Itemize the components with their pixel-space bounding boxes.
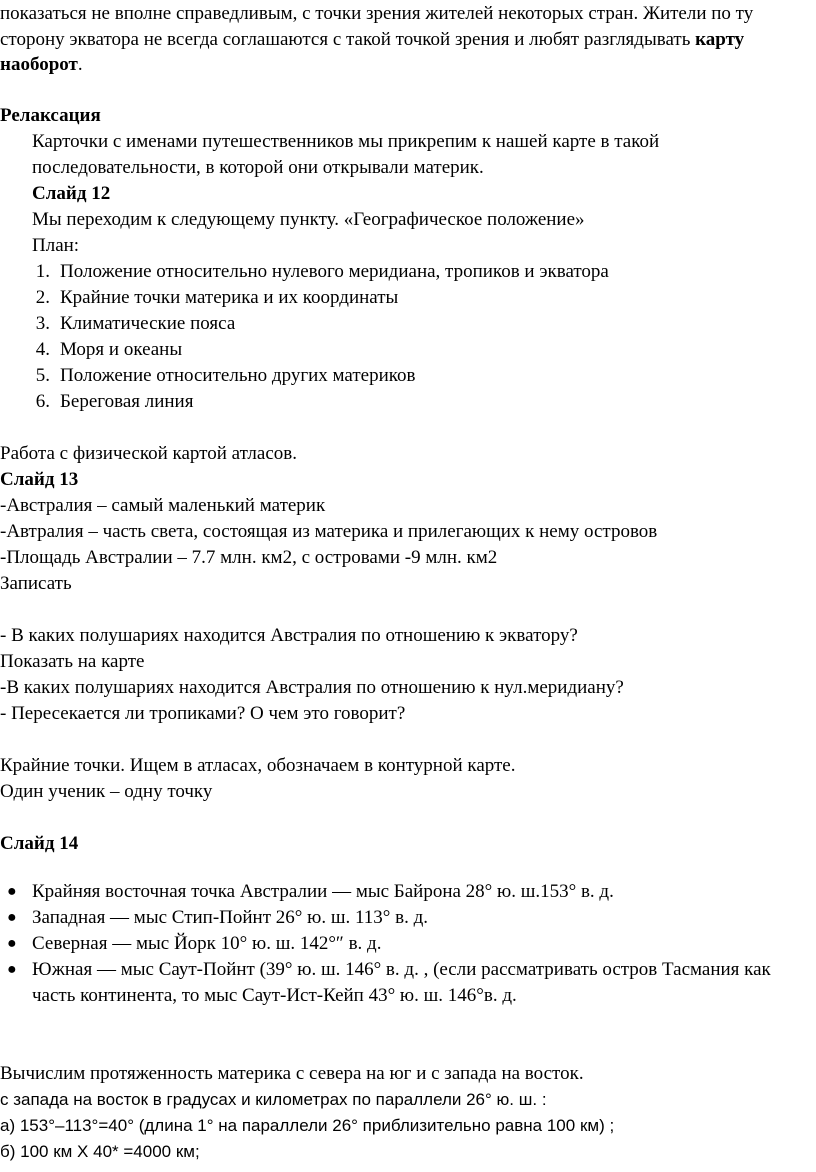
calc-intro: Вычислим протяженность материка с севера на юг и с запада на восток. (0, 1063, 584, 1084)
calc-line: а) 153°–113°=40° (длина 1° на параллели 26° приблизительно равна 100 км) ; (0, 1116, 615, 1135)
calc-line: б) 100 км Х 40* =4000 км; (0, 1142, 200, 1161)
question-line: -В каких полушариях находится Австралия по отношению к нул.меридиану? (0, 677, 624, 698)
one-pupil-text: Один ученик – одну точку (0, 781, 213, 802)
intro-bold-word-2: наоборот (0, 54, 78, 75)
fact-line: -Австралия – самый маленький материк (0, 495, 326, 516)
fact-line: -Автралия – часть света, состоящая из материка и прилегающих к нему островов (0, 521, 658, 542)
plan-item-number: 2. (35, 287, 50, 308)
bullet-text-continuation: часть континента, то мыс Саут-Ист-Кейп 43° ю. ш. 146°в. д. (32, 985, 517, 1006)
plan-item-number: 5. (35, 365, 50, 386)
slide-13-heading: Слайд 13 (0, 469, 79, 490)
bullet-text: Южная — мыс Саут-Пойнт (39° ю. ш. 146° в. д. , (если рассматривать остров Тасмания как (32, 959, 771, 980)
plan-item-number: 6. (35, 391, 50, 412)
relax-heading: Релаксация (0, 105, 101, 126)
plan-item-number: 4. (35, 339, 50, 360)
question-line: Показать на карте (0, 651, 145, 672)
plan-item-text: Положение относительно других материков (60, 365, 416, 386)
extreme-points-text: Крайние точки. Ищем в атласах, обозначаем в контурной карте. (0, 755, 516, 776)
bullet-text: Западная — мыс Стип-Пойнт 26° ю. ш. 113° в. д. (32, 907, 428, 928)
bullet-dot-icon: ● (7, 909, 17, 926)
relax-text-line-2: последовательности, в которой они открывали материк. (32, 157, 484, 178)
plan-item-text: Климатические пояса (60, 313, 236, 334)
bullet-text: Крайняя восточная точка Австралии — мыс Байрона 28° ю. ш.153° в. д. (32, 881, 614, 902)
relax-text-line-1: Карточки с именами путешественников мы прикрепим к нашей карте в такой (32, 131, 660, 152)
write-instruction: Записать (0, 573, 72, 594)
slide-14-heading: Слайд 14 (0, 833, 79, 854)
calc-line: с запада на восток в градусах и километрах по параллели 26° ю. ш. : (0, 1090, 547, 1109)
intro-line-3 (0, 52, 83, 78)
intro-bold-word-1: карту (695, 29, 745, 50)
question-line: - Пересекается ли тропиками? О чем это говорит? (0, 703, 406, 724)
plan-item-number: 3. (35, 313, 50, 334)
plan-item-text: Положение относительно нулевого меридиана, тропиков и экватора (60, 261, 609, 282)
transition-text: Мы переходим к следующему пункту. «Географическое положение» (32, 209, 585, 230)
intro-line-2 (0, 27, 744, 53)
question-line: - В каких полушариях находится Австралия по отношению к экватору? (0, 625, 578, 646)
fact-line: -Площадь Австралии – 7.7 млн. км2, с островами -9 млн. км2 (0, 547, 498, 568)
intro-line-3-end: . (77, 54, 83, 75)
bullet-dot-icon: ● (7, 883, 17, 900)
bullet-text: Северная — мыс Йорк 10° ю. ш. 142°″ в. д. (32, 933, 382, 954)
plan-label: План: (32, 235, 80, 256)
plan-item-text: Береговая линия (60, 391, 194, 412)
bullet-dot-icon: ● (7, 961, 17, 978)
plan-item-text: Моря и океаны (60, 339, 183, 360)
plan-item-text: Крайние точки материка и их координаты (60, 287, 399, 308)
plan-item-number: 1. (35, 261, 50, 282)
intro-line-2-text: сторону экватора не всегда соглашаются с такой точкой зрения и любят разглядывать (0, 29, 696, 50)
intro-line-1: показаться не вполне справедливым, с точки зрения жителей некоторых стран. Жители по ту (0, 3, 754, 24)
atlas-work-text: Работа с физической картой атласов. (0, 443, 297, 464)
bullet-dot-icon: ● (7, 935, 17, 952)
slide-12-heading: Слайд 12 (32, 183, 111, 204)
